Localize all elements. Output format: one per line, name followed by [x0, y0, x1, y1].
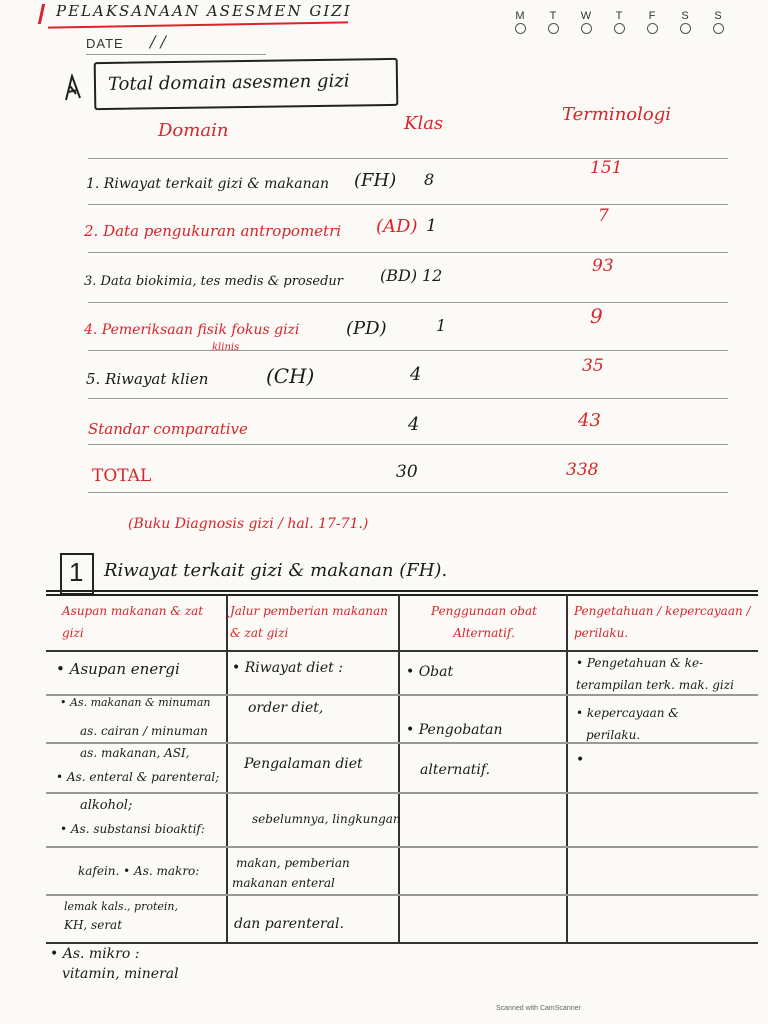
domain-row-4-code: (PD)	[346, 318, 387, 339]
table-top-border-2	[46, 594, 758, 596]
header-flag-mark	[38, 4, 53, 24]
table-top-border	[46, 590, 758, 592]
date-line	[86, 54, 266, 55]
col4-item: • kepercayaan &	[576, 706, 679, 720]
domain-row-4-term: 9	[590, 304, 603, 328]
table-row-rule	[46, 792, 758, 794]
col2-item: sebelumnya, lingkungan	[252, 812, 401, 826]
header-klas: Klas	[404, 113, 444, 134]
col2-item: order diet,	[248, 700, 324, 716]
date-label: DATE	[86, 36, 124, 51]
col4-item: perilaku.	[586, 728, 641, 742]
domain-total-term: 338	[566, 460, 599, 480]
domain-row-4-note: klinis	[212, 342, 240, 353]
domain-total-klas: 30	[396, 462, 418, 482]
table-row-rule	[46, 846, 758, 848]
col-header-pengetahuan: Pengetahuan / kepercayaan / perilaku.	[574, 604, 751, 640]
col1-item: • As. makanan & minuman	[60, 696, 211, 709]
rule-line	[88, 492, 728, 493]
scribble-mark	[62, 74, 84, 102]
domain-row-5-label: 5. Riwayat klien	[86, 370, 209, 388]
tail-item: vitamin, mineral	[62, 966, 179, 982]
col1-item: alkohol;	[80, 798, 133, 813]
col3-item: alternatif.	[420, 762, 491, 778]
source-note: (Buku Diagnosis gizi / hal. 17-71.)	[128, 516, 369, 532]
col2-item: • Riwayat diet :	[232, 660, 343, 676]
col1-item: • As. substansi bioaktif:	[60, 822, 205, 836]
domain-row-3-term: 93	[592, 256, 614, 276]
header-terminologi: Terminologi	[562, 104, 671, 125]
header-domain: Domain	[158, 120, 229, 141]
domain-row-6-klas: 4	[408, 414, 420, 435]
domain-row-2-label: 2. Data pengukuran antropometri	[84, 222, 342, 240]
domain-row-5-code: (CH)	[266, 364, 315, 388]
table-col-divider-3	[566, 594, 568, 942]
rule-line	[88, 158, 728, 159]
rule-line	[88, 302, 728, 303]
weekday-t: T	[545, 10, 561, 34]
col1-item: lemak kals., protein,	[64, 900, 179, 913]
domain-row-5-klas: 4	[410, 364, 422, 385]
rule-line	[88, 444, 728, 445]
col4-item: terampilan terk. mak. gizi	[576, 678, 734, 692]
domain-row-2-klas: 1	[426, 216, 437, 236]
col2-item: makan, pemberian	[236, 856, 350, 870]
header-underline	[48, 21, 348, 28]
col3-item: • Pengobatan	[406, 722, 503, 738]
weekday-m: M	[512, 10, 528, 34]
col1-item: kafein. • As. makro:	[78, 864, 200, 878]
page-header-title: PELAKSANAAN ASESMEN GIZI	[56, 2, 352, 20]
table-row-rule	[46, 742, 758, 744]
weekday-t2: T	[611, 10, 627, 34]
weekday-s: S	[677, 10, 693, 34]
section1-title: Riwayat terkait gizi & makanan (FH).	[104, 560, 448, 581]
col2-item: makanan enteral	[232, 876, 335, 890]
weekday-w: W	[578, 10, 594, 34]
tail-item: • As. mikro :	[50, 946, 140, 962]
table-bottom-border	[46, 942, 758, 944]
table-row-rule	[46, 894, 758, 896]
weekday-s2: S	[710, 10, 726, 34]
domain-row-2-term: 7	[598, 206, 609, 226]
col-header-asupan: Asupan makanan & zat gizi	[62, 604, 204, 640]
section-title: Total domain asesmen gizi	[107, 70, 350, 95]
col-header-jalur: Jalur pemberian makanan & zat gizi	[230, 604, 388, 640]
col1-item: • As. enteral & parenteral;	[56, 770, 220, 784]
col3-item: • Obat	[406, 664, 454, 680]
rule-line	[88, 252, 728, 253]
section-number: 1	[69, 557, 84, 587]
col2-item: dan parenteral.	[234, 916, 344, 932]
domain-row-4-label: 4. Pemeriksaan fisik fokus gizi	[84, 322, 300, 338]
domain-total-label: TOTAL	[92, 466, 152, 486]
domain-row-6-term: 43	[578, 410, 601, 431]
col1-item: as. cairan / minuman	[80, 724, 208, 738]
col-header-obat: Penggunaan obat Alternatif.	[431, 604, 537, 640]
domain-row-5-term: 35	[582, 356, 604, 376]
rule-line	[88, 398, 728, 399]
col1-item: • Asupan energi	[56, 660, 180, 678]
domain-row-6-label: Standar comparative	[88, 420, 248, 438]
domain-row-3-code: (BD)	[380, 266, 418, 285]
col2-item: Pengalaman diet	[244, 756, 363, 772]
table-col-divider-1	[226, 594, 228, 942]
domain-row-1-term: 151	[590, 158, 623, 178]
domain-row-3-label: 3. Data biokimia, tes medis & prosedur	[84, 274, 344, 289]
table-header-border	[46, 650, 758, 652]
col4-item: • Pengetahuan & ke-	[576, 656, 704, 670]
domain-row-1-label: 1. Riwayat terkait gizi & makanan	[86, 176, 329, 192]
col1-item: as. makanan, ASI,	[80, 746, 190, 760]
domain-row-3-klas: 12	[422, 266, 443, 285]
scanner-watermark: Scanned with CamScanner	[496, 1005, 581, 1012]
rule-line	[88, 204, 728, 205]
weekday-f: F	[644, 10, 660, 34]
col1-item: KH, serat	[64, 918, 123, 932]
section-title-box	[94, 58, 399, 110]
domain-row-1-klas: 8	[424, 170, 435, 189]
weekday-row	[512, 10, 726, 34]
domain-row-1-code: (FH)	[354, 170, 397, 191]
section-number-box	[60, 553, 94, 595]
col4-item: •	[576, 752, 585, 768]
date-value: / /	[150, 32, 166, 51]
table-col-divider-2	[398, 594, 400, 942]
domain-row-4-klas: 1	[436, 316, 447, 335]
rule-line	[88, 350, 728, 351]
domain-row-2-code: (AD)	[376, 216, 418, 237]
